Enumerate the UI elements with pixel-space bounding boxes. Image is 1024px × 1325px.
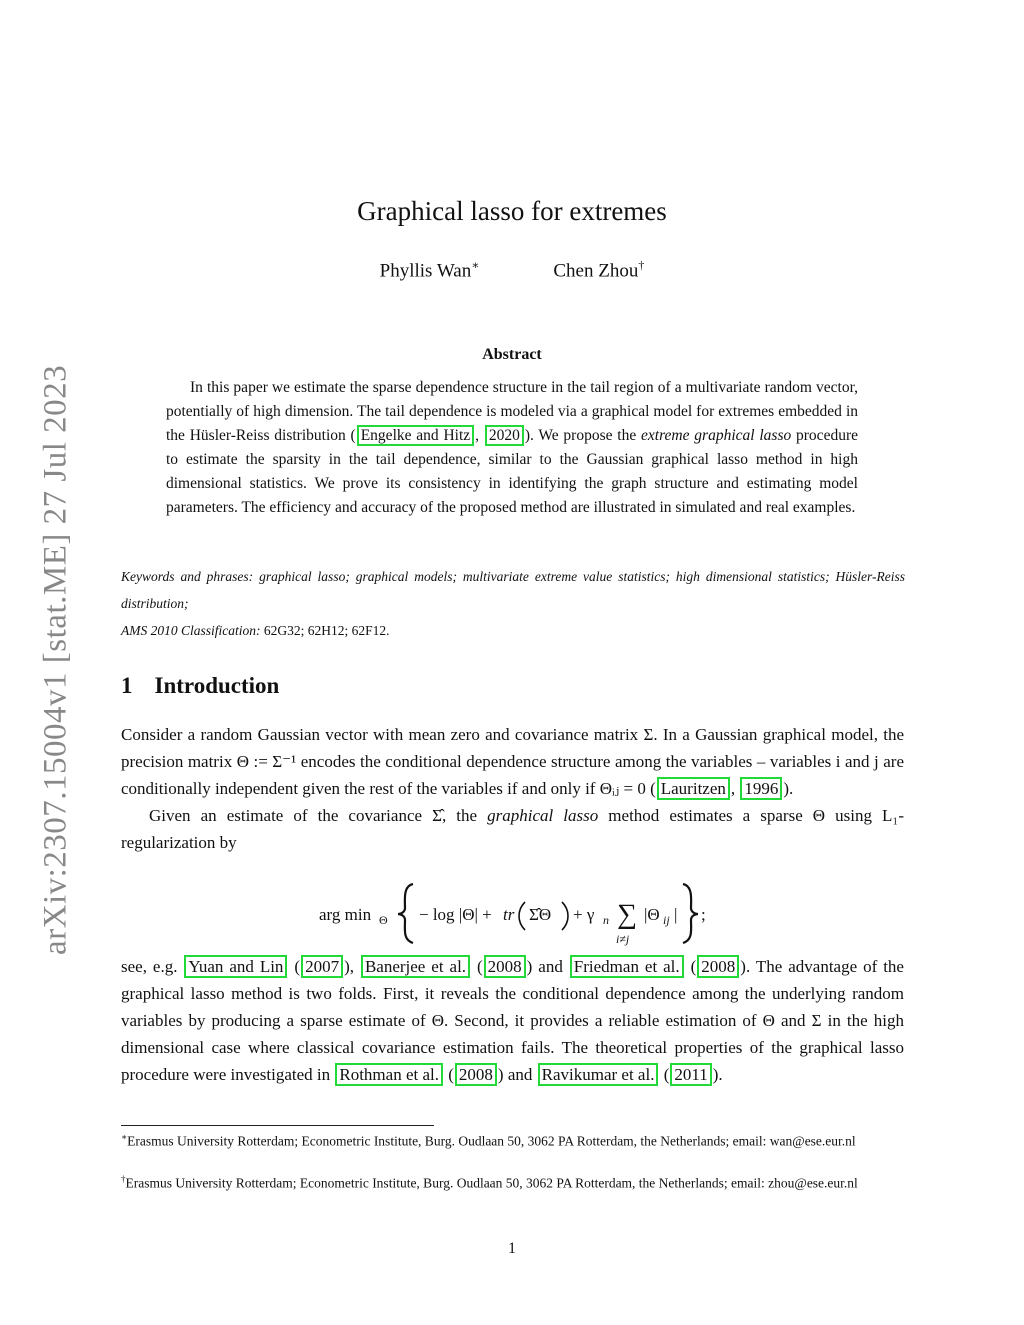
para3-and: ) and: [497, 1065, 537, 1084]
para3-end: ).: [712, 1065, 723, 1084]
citation-ravikumar[interactable]: Ravikumar et al.: [538, 1063, 659, 1086]
eq-sigma-theta: Σ̂Θ: [529, 905, 552, 924]
footnote-2-mark: †: [121, 1174, 126, 1184]
abstract-text-2: ). We propose the: [524, 427, 642, 444]
keywords-label: Keywords and phrases:: [121, 569, 254, 584]
intro-paragraph-3: see, e.g. Yuan and Lin ( 2007 ), Banerjee et al. ( 2008 ) and Friedman et al. ( 2008 ). The advantage of the graphical lasso method is two folds. First, it reveals the conditional dependence among the underlying random variables by producing a sparse estimate of Θ. Second, it provides a reliable estimation of Θ and Σ in the high dimensional case where classical covariance estimation fails. The theoretical properties of the graphical lasso procedure were investigated in Rothman et al. ( 2008 ) and Ravikumar et al. ( 2011 ).: [121, 957, 904, 1084]
author-1: [380, 258, 480, 282]
section-title: Introduction: [154, 673, 280, 698]
citation-rothman[interactable]: Rothman et al.: [335, 1063, 443, 1086]
intro-paragraph-2: [121, 802, 904, 856]
eq-sum-sub: i≠j: [616, 932, 630, 946]
citation-engelke-hitz[interactable]: Engelke and Hitz: [357, 425, 474, 446]
eq-left-brace: [398, 884, 413, 943]
eq-argmin: arg min: [319, 905, 372, 924]
eq-gamma-sub: n: [603, 913, 609, 927]
footnote-2: [121, 1169, 904, 1194]
author-1-footnote-mark[interactable]: ∗: [471, 258, 480, 272]
eq-log-term: − log |Θ| +: [419, 905, 492, 924]
footnote-1: [121, 1127, 904, 1152]
citation-lauritzen-year[interactable]: 1996: [740, 777, 782, 800]
author-1-name: Phyllis Wan: [379, 260, 472, 282]
footnote-2-text: Erasmus University Rotterdam; Econometric Institute, Burg. Oudlaan 50, 3062 PA Rotterdam, the Netherlands; email: zhou@ese.eur.nl: [125, 1175, 858, 1191]
para1-text: Consider a random Gaussian vector with mean zero and covariance matrix Σ. In a Gaussian graphical model, the precision matrix Θ := Σ⁻¹ encodes the conditional dependence structure among the variables – variables i and j are conditionally independent given the rest of the variables if and only if Θᵢⱼ = 0 (: [121, 725, 904, 798]
eq-abs-end: |: [674, 905, 678, 924]
abstract-heading: Abstract: [482, 346, 542, 363]
citation-yuan-lin[interactable]: Yuan and Lin: [184, 955, 287, 978]
citation-ravikumar-year[interactable]: 2011: [670, 1063, 711, 1086]
cite-separator: ,: [475, 427, 484, 444]
footnote-divider: [121, 1125, 434, 1126]
author-2: [553, 258, 644, 282]
para3-start: see, e.g.: [121, 957, 184, 976]
author-2-name: Chen Zhou: [553, 260, 639, 282]
eq-left-paren: [519, 902, 525, 930]
cite-separator: ,: [730, 779, 740, 798]
para2-emphasis: graphical lasso: [487, 806, 599, 825]
para3-sep1: ),: [344, 957, 360, 976]
citation-friedman-year[interactable]: 2008: [697, 955, 739, 978]
para3-mid: ). The advantage of the graphical lasso method is two folds. First, it reveals the conditional dependence among the underlying random variables by producing a sparse estimate of Θ. Second, it provides a reliable estimation of Θ and Σ in the high dimensional case where classical covariance estimation fails. The theoretical properties of the graphical lasso procedure were investigated in: [121, 957, 904, 1084]
equation-svg: [121, 878, 904, 948]
ams-codes: 62G32; 62H12; 62F12.: [263, 623, 390, 638]
eq-abs-sub: ij: [663, 913, 670, 927]
eq-semicolon: ;: [701, 905, 706, 924]
abstract-body: [166, 376, 858, 520]
abstract-text-1: In this paper we estimate the sparse dependence structure in the tail region of a multivariate random vector, potentially of high dimension. The tail dependence is modeled via a graphical model for extremes embedded in the Hüsler-Reiss distribution (: [166, 379, 858, 444]
page-number: 1: [508, 1240, 516, 1257]
section-heading-introduction: [121, 673, 279, 699]
para2-text-2: method estimates a sparse Θ using L₁-regularization by: [121, 806, 904, 852]
author-2-footnote-mark[interactable]: †: [638, 258, 645, 272]
citation-banerjee-year[interactable]: 2008: [484, 955, 526, 978]
citation-lauritzen[interactable]: Lauritzen: [657, 777, 730, 800]
footnote-1-mark: ∗: [121, 1132, 128, 1142]
graphical-lasso-equation: [121, 878, 904, 948]
eq-sum: ∑: [617, 899, 637, 930]
para1-end: ).: [783, 779, 794, 798]
citation-engelke-hitz-year[interactable]: 2020: [485, 425, 524, 446]
abstract-emphasis: extreme graphical lasso: [641, 427, 792, 444]
para3-sep2: ) and: [526, 957, 569, 976]
eq-right-brace: [683, 884, 698, 943]
footnote-1-text: Erasmus University Rotterdam; Econometric Institute, Burg. Oudlaan 50, 3062 PA Rotterdam, the Netherlands; email: wan@ese.eur.nl: [127, 1133, 856, 1149]
eq-abs-theta: |Θ: [644, 905, 660, 924]
section-number: 1: [121, 673, 133, 698]
citation-friedman[interactable]: Friedman et al.: [570, 955, 684, 978]
citation-rothman-year[interactable]: 2008: [455, 1063, 497, 1086]
eq-tr: tr: [503, 905, 515, 924]
eq-argmin-sub: Θ: [379, 913, 388, 927]
citation-yuan-lin-year[interactable]: 2007: [301, 955, 343, 978]
arxiv-identifier-stamp[interactable]: arXiv:2307.15004v1 [stat.ME] 27 Jul 2023: [37, 364, 74, 956]
para2-text-1: Given an estimate of the covariance Σ̂, the: [149, 806, 488, 825]
eq-gamma: + γ: [573, 905, 595, 924]
paper-title: Graphical lasso for extremes: [357, 196, 667, 226]
keywords-block: [121, 563, 905, 644]
abstract-text-3: procedure to estimate the sparsity in the tail dependence, similar to the Gaussian graphical lasso method in high dimensional statistics. We prove its consistency in identifying the graph structure and estimating model parameters. The efficiency and accuracy of the proposed method are illustrated in simulated and real examples.: [166, 427, 858, 516]
intro-paragraph-1: [121, 721, 904, 856]
ams-label: AMS 2010 Classification:: [121, 623, 261, 638]
eq-right-paren: [562, 902, 568, 930]
author-list: [0, 258, 1024, 282]
citation-banerjee[interactable]: Banerjee et al.: [361, 955, 470, 978]
keywords-text: graphical lasso; graphical models; multivariate extreme value statistics; high dimensional statistics; Hüsler-Reiss distribution;: [121, 569, 905, 611]
